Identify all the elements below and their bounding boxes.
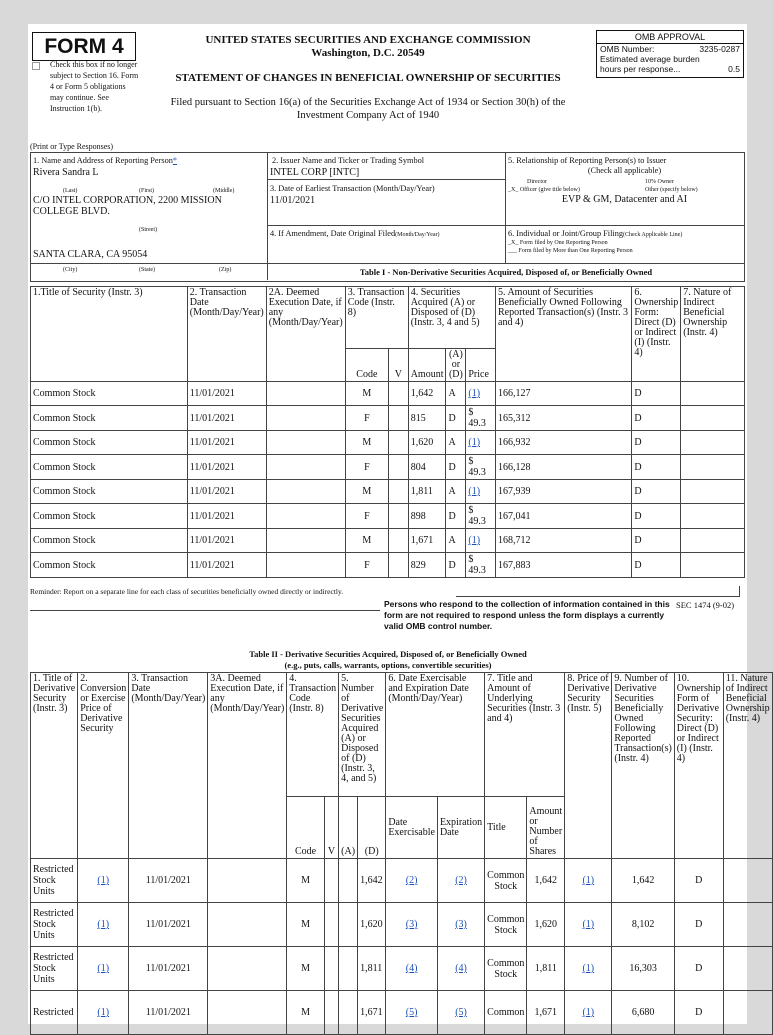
nature-indirect — [681, 504, 745, 529]
ownership-form: D — [674, 903, 723, 947]
t1-col-deemed: 2A. Deemed Execution Date, if any (Month/Day/Year) — [266, 287, 345, 382]
transaction-date: 11/01/2021 — [187, 504, 266, 529]
v-flag — [389, 529, 409, 553]
ownership-form: D — [674, 947, 723, 991]
t2-sub-amount: Amount or Number of Shares — [527, 797, 565, 859]
transaction-code: F — [345, 455, 388, 480]
deemed-date — [208, 947, 287, 991]
omb-title: OMB APPROVAL — [597, 31, 743, 44]
reporting-block — [30, 152, 745, 282]
t1-col-date: 2. Transaction Date (Month/Day/Year) — [187, 287, 266, 382]
v-flag — [324, 991, 338, 1035]
derivative-price-footnote-link[interactable]: (1) — [565, 859, 612, 903]
table2-row — [31, 903, 773, 947]
securities-amount: 898 — [408, 504, 446, 529]
acquired-disposed: D — [446, 406, 466, 431]
derivative-title: Restricted Stock Units — [31, 903, 78, 947]
owned-following: 167,883 — [496, 553, 632, 578]
acquired-disposed: D — [446, 504, 466, 529]
acquired-disposed: D — [446, 455, 466, 480]
street-label: (Street) — [139, 227, 157, 233]
zip-label: (Zip) — [219, 267, 232, 273]
security-title: Common Stock — [31, 480, 188, 504]
table2-subtitle: (e.g., puts, calls, warrants, options, convertible securities) — [284, 660, 492, 670]
t2-sub-exercisable: Date Exercisable — [386, 797, 438, 859]
ownership-form: D — [632, 455, 681, 480]
exercisable-footnote-link[interactable]: (2) — [386, 859, 438, 903]
transaction-date: 11/01/2021 — [129, 859, 208, 903]
omb-number-label: OMB Number: — [600, 44, 655, 54]
box5-label: 5. Relationship of Reporting Person(s) to Issuer — [508, 156, 667, 165]
ownership-form: D — [632, 480, 681, 504]
transaction-code: F — [345, 504, 388, 529]
securities-amount: 1,671 — [408, 529, 446, 553]
form4-page — [28, 24, 770, 1024]
transaction-date: 11/01/2021 — [187, 431, 266, 455]
transaction-date: 11/01/2021 — [187, 455, 266, 480]
t2-col-code: 4. Transaction Code (Instr. 8) — [287, 673, 339, 797]
transaction-code: F — [345, 406, 388, 431]
last-label: (Last) — [63, 188, 78, 194]
deemed-date — [208, 903, 287, 947]
city-label: (City) — [63, 267, 78, 273]
agency-name: UNITED STATES SECURITIES AND EXCHANGE COMMISSION — [205, 34, 531, 46]
acquired-a — [339, 903, 358, 947]
owned-following: 166,127 — [496, 382, 632, 406]
transaction-date: 11/01/2021 — [187, 529, 266, 553]
underlying-amount: 1,642 — [527, 859, 565, 903]
v-flag — [389, 553, 409, 578]
table2-derivative — [30, 672, 773, 1035]
securities-amount: 829 — [408, 553, 446, 578]
ownership-form: D — [674, 859, 723, 903]
middle-label: (Middle) — [213, 188, 235, 194]
deemed-date — [266, 529, 345, 553]
state-label: (State) — [139, 267, 155, 273]
reminder-text: Reminder: Report on a separate line for each class of securities beneficially owned directly or indirectly. — [30, 587, 344, 596]
t2-col-owned: 9. Number of Derivative Securities Beneficially Owned Following Reported Transaction(s) (Instr. 4) — [612, 673, 674, 859]
issuer-name: INTEL CORP [INTC] — [270, 167, 360, 178]
owned-following: 167,041 — [496, 504, 632, 529]
v-flag — [324, 903, 338, 947]
v-flag — [389, 504, 409, 529]
form-title: FORM 4 — [32, 32, 136, 61]
transaction-date: 11/01/2021 — [129, 947, 208, 991]
acquired-a — [339, 859, 358, 903]
ownership-form: D — [632, 406, 681, 431]
table1-non-derivative — [30, 286, 745, 578]
transaction-code: M — [345, 431, 388, 455]
underlying-title: Common Stock — [485, 859, 527, 903]
t2-col-price: 8. Price of Derivative Security (Instr. 5) — [565, 673, 612, 859]
t1-col-nature: 7. Nature of Indirect Beneficial Ownership (Instr. 4) — [681, 287, 745, 382]
ten-owner-option: 10% Owner — [645, 179, 674, 185]
nature-indirect — [681, 406, 745, 431]
t2-col-underlying: 7. Title and Amount of Underlying Securities (Instr. 3 and 4) — [485, 673, 565, 797]
t1-sub-aord: (A) or (D) — [446, 349, 466, 382]
box1-label: 1. Name and Address of Reporting Person — [33, 156, 173, 165]
v-flag — [389, 455, 409, 480]
expiration-footnote-link[interactable]: (2) — [437, 859, 484, 903]
transaction-code: M — [287, 991, 325, 1035]
derivative-price-footnote-link[interactable]: (1) — [565, 991, 612, 1035]
v-flag — [324, 947, 338, 991]
nature-indirect — [723, 859, 772, 903]
table1-row — [31, 431, 745, 455]
nature-indirect — [681, 529, 745, 553]
transaction-date: 11/01/2021 — [129, 903, 208, 947]
transaction-date: 11/01/2021 — [187, 480, 266, 504]
t1-col-title: 1.Title of Security (Instr. 3) — [31, 287, 188, 382]
t2-col-nature: 11. Nature of Indirect Beneficial Ownership (Instr. 4) — [723, 673, 772, 859]
price-value: $ 49.3 — [466, 553, 496, 578]
transaction-code: M — [287, 859, 325, 903]
table2-row — [31, 947, 773, 991]
v-flag — [389, 480, 409, 504]
t2-col-number: 5. Number of Derivative Securities Acquired (A) or Disposed of (D) (Instr. 3, 4, and 5) — [339, 673, 386, 797]
security-title: Common Stock — [31, 504, 188, 529]
transaction-code: M — [287, 903, 325, 947]
deemed-date — [266, 504, 345, 529]
security-title: Common Stock — [31, 529, 188, 553]
underlying-amount: 1,671 — [527, 991, 565, 1035]
deemed-date — [266, 406, 345, 431]
ownership-form: D — [674, 991, 723, 1035]
nature-indirect — [681, 480, 745, 504]
box3-label: 3. Date of Earliest Transaction (Month/Day/Year) — [270, 184, 435, 193]
t2-col-conversion: 2. Conversion or Exercise Price of Derivative Security — [78, 673, 129, 859]
transaction-code: F — [345, 553, 388, 578]
price-footnote-link[interactable]: (1) — [466, 382, 496, 406]
securities-amount: 1,620 — [408, 431, 446, 455]
officer-option: _X_ Officer (give title below) — [508, 187, 580, 193]
owned-following: 168,712 — [496, 529, 632, 553]
nature-indirect — [681, 455, 745, 480]
table1-row — [31, 480, 745, 504]
deemed-date — [266, 455, 345, 480]
owned-following: 165,312 — [496, 406, 632, 431]
securities-amount: 804 — [408, 455, 446, 480]
nature-indirect — [681, 382, 745, 406]
price-footnote-link[interactable]: (1) — [466, 431, 496, 455]
reporting-person-name: Rivera Sandra L — [33, 167, 99, 178]
other-option: Other (specify below) — [645, 187, 698, 193]
footnote-star[interactable]: * — [172, 156, 178, 165]
expiration-footnote-link[interactable]: (3) — [437, 903, 484, 947]
underlying-title: Common Stock — [485, 947, 527, 991]
acquired-a — [339, 947, 358, 991]
transaction-code: M — [345, 480, 388, 504]
transaction-date: 11/01/2021 — [187, 553, 266, 578]
filed-pursuant-line1: Filed pursuant to Section 16(a) of the Securities Exchange Act of 1934 or Section 30(h) of the — [170, 97, 566, 108]
city-state-zip: SANTA CLARA, CA 95054 — [33, 249, 148, 260]
nature-indirect — [681, 431, 745, 455]
box6-label: 6. Individual or Joint/Group Filing — [508, 229, 624, 238]
ownership-form: D — [632, 504, 681, 529]
transaction-date: 11/01/2021 — [187, 406, 266, 431]
disposed-d: 1,671 — [358, 991, 386, 1035]
sec-form-code: SEC 1474 (9-02) — [676, 600, 735, 610]
director-option: Director — [527, 179, 547, 185]
exercisable-footnote-link[interactable]: (4) — [386, 947, 438, 991]
disposed-d: 1,642 — [358, 859, 386, 903]
ownership-form: D — [632, 553, 681, 578]
conversion-footnote-link[interactable]: (1) — [78, 859, 129, 903]
t1-sub-price: Price — [466, 349, 496, 382]
acquired-disposed: A — [446, 382, 466, 406]
t1-col-form: 6. Ownership Form: Direct (D) or Indirect (I) (Instr. 4) — [632, 287, 681, 382]
box5-sub: (Check all applicable) — [587, 166, 662, 175]
exercisable-footnote-link[interactable]: (5) — [386, 991, 438, 1035]
underlying-title: Common — [485, 991, 527, 1035]
v-flag — [389, 406, 409, 431]
transaction-code: M — [287, 947, 325, 991]
security-title: Common Stock — [31, 382, 188, 406]
deemed-date — [266, 553, 345, 578]
t2-col-date: 3. Transaction Date (Month/Day/Year) — [129, 673, 208, 859]
omb-approval-box — [596, 30, 744, 78]
omb-number-value: 3235-0287 — [699, 44, 740, 54]
table1-row — [31, 406, 745, 431]
acquired-disposed: A — [446, 480, 466, 504]
table1-row — [31, 504, 745, 529]
table1-row — [31, 455, 745, 480]
securities-amount: 1,811 — [408, 480, 446, 504]
t2-sub-v: V — [324, 797, 338, 859]
security-title: Common Stock — [31, 455, 188, 480]
ownership-form: D — [632, 529, 681, 553]
transaction-date: 11/01/2021 — [187, 382, 266, 406]
t1-sub-v: V — [389, 349, 409, 382]
price-footnote-link[interactable]: (1) — [466, 480, 496, 504]
exercisable-footnote-link[interactable]: (3) — [386, 903, 438, 947]
t2-sub-expiration: Expiration Date — [437, 797, 484, 859]
nature-indirect — [723, 903, 772, 947]
table1-row — [31, 553, 745, 578]
security-title: Common Stock — [31, 431, 188, 455]
v-flag — [389, 431, 409, 455]
security-title: Common Stock — [31, 553, 188, 578]
deemed-date — [266, 382, 345, 406]
no-longer-subject-checkbox[interactable] — [32, 62, 40, 70]
nature-indirect — [681, 553, 745, 578]
t1-col-code: 3. Transaction Code (Instr. 8) — [345, 287, 408, 349]
t1-col-securities: 4. Securities Acquired (A) or Disposed of (D) (Instr. 3, 4 and 5) — [408, 287, 495, 349]
box2-label: 2. Issuer Name and Ticker or Trading Symbol — [272, 156, 425, 165]
acquired-disposed: A — [446, 431, 466, 455]
derivative-owned: 1,642 — [612, 859, 674, 903]
t1-sub-amount: Amount — [408, 349, 446, 382]
disposed-d: 1,811 — [358, 947, 386, 991]
derivative-price-footnote-link[interactable]: (1) — [565, 903, 612, 947]
derivative-owned: 16,303 — [612, 947, 674, 991]
omb-burden-label: Estimated average burden — [600, 54, 700, 64]
statement-title: STATEMENT OF CHANGES IN BENEFICIAL OWNERSHIP OF SECURITIES — [175, 72, 561, 84]
officer-title: EVP & GM, Datacenter and AI — [561, 194, 688, 205]
price-value: $ 49.3 — [466, 406, 496, 431]
underlying-amount: 1,620 — [527, 903, 565, 947]
conversion-footnote-link[interactable]: (1) — [78, 991, 129, 1035]
transaction-code: M — [345, 382, 388, 406]
table1-title: Table I - Non-Derivative Securities Acquired, Disposed of, or Beneficially Owned — [268, 263, 744, 281]
price-value: $ 49.3 — [466, 504, 496, 529]
derivative-title: Restricted Stock Units — [31, 947, 78, 991]
nature-indirect — [723, 947, 772, 991]
t1-sub-code: Code — [345, 349, 388, 382]
acquired-disposed: A — [446, 529, 466, 553]
conversion-footnote-link[interactable]: (1) — [78, 947, 129, 991]
t2-sub-a: (A) — [339, 797, 358, 859]
expiration-footnote-link[interactable]: (4) — [437, 947, 484, 991]
box6-small: (Check Applicable Line) — [623, 232, 683, 238]
one-person-option: _X_ Form filed by One Reporting Person — [508, 240, 608, 246]
conversion-footnote-link[interactable]: (1) — [78, 903, 129, 947]
t2-col-deemed: 3A. Deemed Execution Date, if any (Month/Day/Year) — [208, 673, 287, 859]
derivative-price-footnote-link[interactable]: (1) — [565, 947, 612, 991]
deemed-date — [266, 431, 345, 455]
v-flag — [324, 859, 338, 903]
t2-col-dates: 6. Date Exercisable and Expiration Date (Month/Day/Year) — [386, 673, 485, 797]
checkbox-instruction: Check this box if no longer subject to Section 16. Form 4 or Form 5 obligations may continue. See Instruction 1(b). — [50, 60, 139, 113]
reporting-address: C/O INTEL CORPORATION, 2200 MISSION COLLEGE BLVD. — [33, 195, 222, 217]
t2-col-form: 10. Ownership Form of Derivative Security: Direct (D) or Indirect (I) (Instr. 4) — [674, 673, 723, 859]
transaction-code: M — [345, 529, 388, 553]
agency-location: Washington, D.C. 20549 — [311, 47, 425, 59]
derivative-title: Restricted Stock Units — [31, 859, 78, 903]
ownership-form: D — [632, 382, 681, 406]
derivative-owned: 8,102 — [612, 903, 674, 947]
first-label: (First) — [139, 188, 154, 194]
t1-col-owned: 5. Amount of Securities Beneficially Owned Following Reported Transaction(s) (Instr. 3 and 4) — [496, 287, 632, 382]
disposed-d: 1,620 — [358, 903, 386, 947]
derivative-title: Restricted — [31, 991, 78, 1035]
price-value: $ 49.3 — [466, 455, 496, 480]
v-flag — [389, 382, 409, 406]
acquired-disposed: D — [446, 553, 466, 578]
table1-row — [31, 382, 745, 406]
multi-person-option: ___ Form filed by More than One Reporting Person — [508, 248, 633, 254]
print-type-note: (Print or Type Responses) — [30, 142, 114, 151]
underlying-amount: 1,811 — [527, 947, 565, 991]
owned-following: 166,932 — [496, 431, 632, 455]
t2-sub-title: Title — [485, 797, 527, 859]
owned-following: 167,939 — [496, 480, 632, 504]
ownership-form: D — [632, 431, 681, 455]
owned-following: 166,128 — [496, 455, 632, 480]
t2-sub-code: Code — [287, 797, 325, 859]
deemed-date — [208, 991, 287, 1035]
table1-row — [31, 529, 745, 553]
t2-sub-d: (D) — [358, 797, 386, 859]
securities-amount: 815 — [408, 406, 446, 431]
acquired-a — [339, 991, 358, 1035]
omb-hours-label: hours per response... — [600, 64, 681, 74]
table2-title: Table II - Derivative Securities Acquired, Disposed of, or Beneficially Owned — [249, 649, 527, 659]
expiration-footnote-link[interactable]: (5) — [437, 991, 484, 1035]
box4-small: (Month/Day/Year) — [395, 232, 440, 238]
derivative-owned: 6,680 — [612, 991, 674, 1035]
nature-indirect — [723, 991, 772, 1035]
underlying-title: Common Stock — [485, 903, 527, 947]
deemed-date — [266, 480, 345, 504]
box4-label: 4. If Amendment, Date Original Filed — [270, 229, 396, 238]
omb-hours-value: 0.5 — [728, 64, 740, 74]
earliest-transaction-date: 11/01/2021 — [270, 195, 316, 206]
securities-amount: 1,642 — [408, 382, 446, 406]
security-title: Common Stock — [31, 406, 188, 431]
transaction-date: 11/01/2021 — [129, 991, 208, 1035]
t2-col-title: 1. Title of Derivative Security (Instr. 3) — [31, 673, 78, 859]
table2-row — [31, 991, 773, 1035]
deemed-date — [208, 859, 287, 903]
filed-pursuant-line2: Investment Company Act of 1940 — [296, 110, 440, 121]
price-footnote-link[interactable]: (1) — [466, 529, 496, 553]
omb-notice: Persons who respond to the collection of information contained in this form are not required to respond unless the form displays a currently valid OMB control number. — [384, 599, 670, 631]
table2-row — [31, 859, 773, 903]
